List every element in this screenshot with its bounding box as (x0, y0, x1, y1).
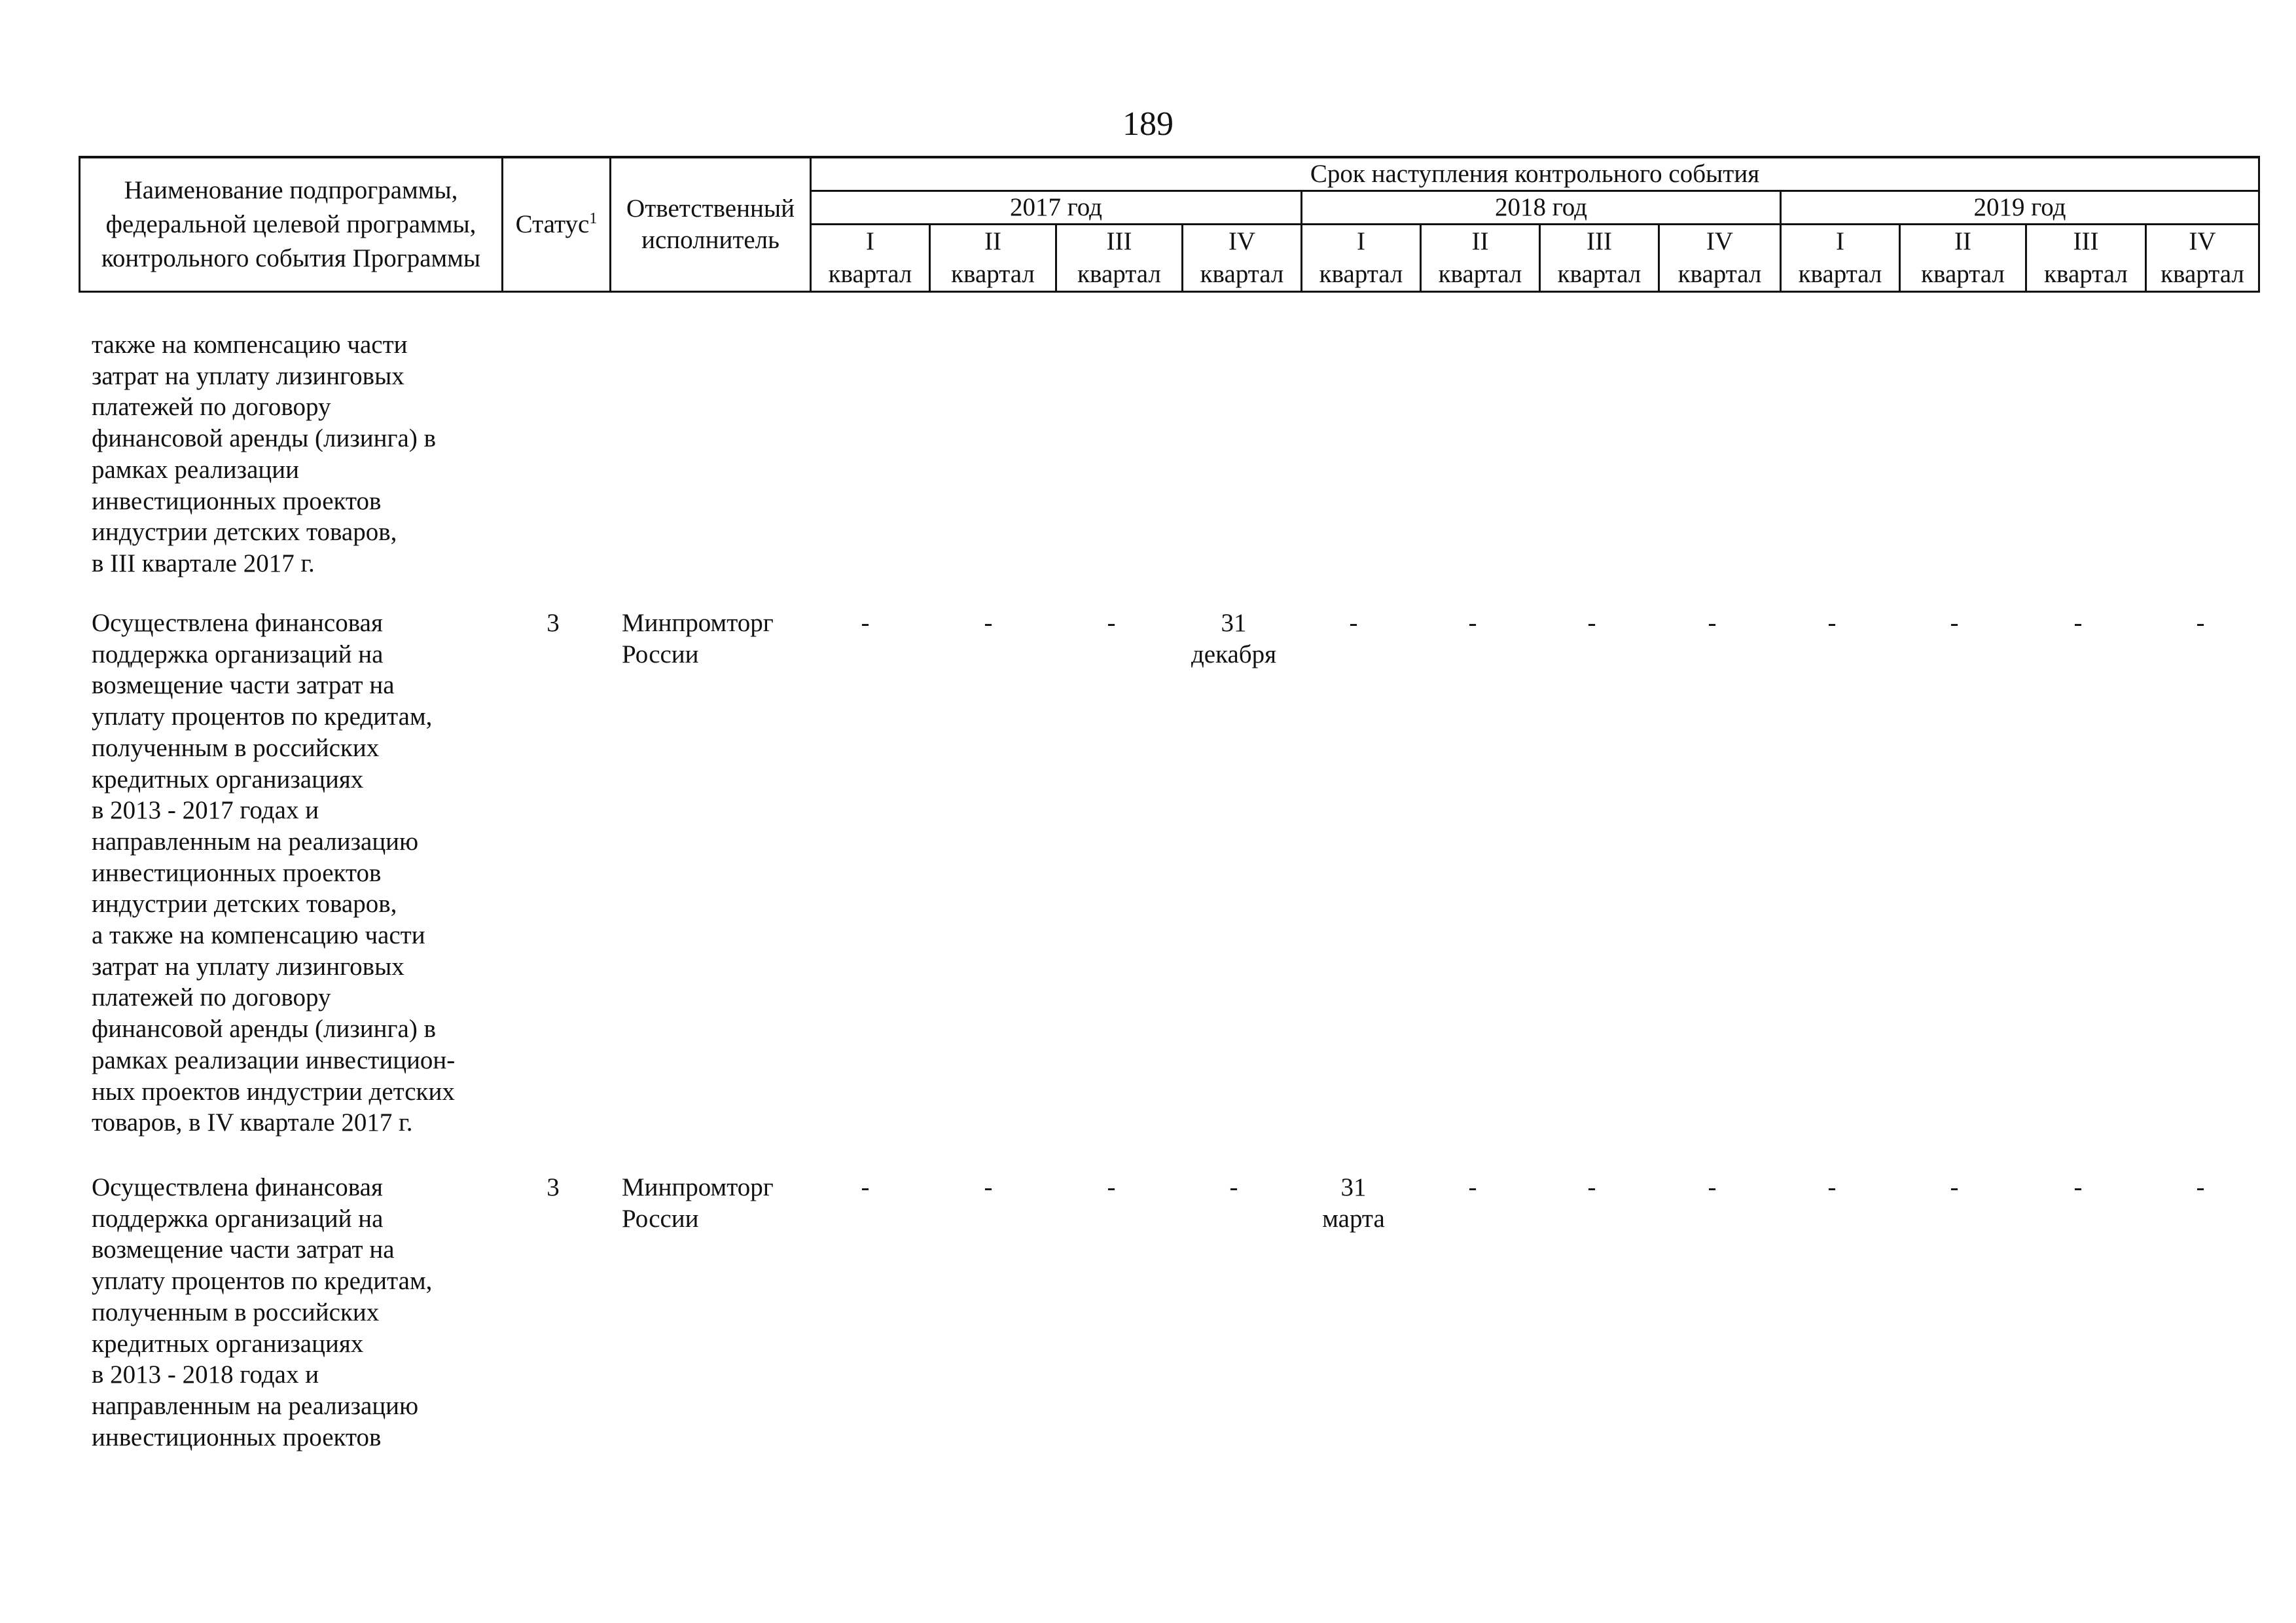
row-status: 3 (547, 609, 560, 637)
header-quarter-9 (1781, 225, 1900, 292)
header-quarter-2 (930, 225, 1056, 292)
status-footnote: 1 (589, 210, 598, 227)
row-quarter-value: - (1950, 609, 1959, 637)
row-quarter-value: - (984, 1173, 993, 1201)
row-quarter-value: - (861, 1173, 870, 1201)
header-deadline-title: Срок наступления контрольного события (811, 157, 2259, 191)
row-quarter-value: - (1708, 609, 1717, 637)
header-table (79, 156, 2260, 293)
row-name: также на компенсацию части затрат на уплату лизинговых платежей по договору финансовой аренды (лизинга) в рамках реализации инвестиционных проектов индустрии детских товаров, в III квартале 2017 г. (92, 331, 436, 577)
quarter-numeral: IV (1228, 227, 1256, 255)
header-quarter-3 (1056, 225, 1183, 292)
row-quarter-value: - (1229, 1173, 1238, 1201)
row-quarter-value: - (2196, 1173, 2205, 1201)
row-quarter-value: 31 марта (1322, 1173, 1385, 1233)
quarter-numeral: II (1954, 227, 1971, 255)
quarter-numeral: II (1471, 227, 1489, 255)
header-quarter-12 (2146, 225, 2259, 292)
row-quarter-value: - (1349, 609, 1358, 637)
header-name-line: федеральной целевой программы, (105, 210, 476, 238)
quarter-word: квартал (2161, 260, 2244, 288)
header-year-2019: 2019 год (1781, 191, 2259, 225)
row-quarter-value: - (861, 609, 870, 637)
quarter-numeral: IV (1706, 227, 1734, 255)
header-quarter-4 (1183, 225, 1302, 292)
row-quarter-value: - (1107, 1173, 1116, 1201)
quarter-word: квартал (1677, 260, 1762, 288)
quarter-word: квартал (1438, 260, 1522, 288)
quarter-numeral: I (1357, 227, 1365, 255)
row-quarter-value: - (1950, 1173, 1959, 1201)
header-quarter-7 (1540, 225, 1659, 292)
row-quarter-value: - (1107, 609, 1116, 637)
quarter-word: квартал (1200, 260, 1284, 288)
row-quarter-value: - (1827, 609, 1837, 637)
row-quarter-value: - (1708, 1173, 1717, 1201)
row-name: Осуществлена финансовая поддержка организаций на возмещение части затрат на уплату процентов по кредитам, полученным в российских кредитных организациях в 2013 - 2017 годах и направленным на реализацию инвестиционных проектов индустрии детских товаров, а также на компенсацию части затрат на уплату лизинговых платежей по договору финансовой аренды (лизинга) в рамках реализации инвестицион- ных проектов индустрии детских товаров, в IV квартале 2017 г. (92, 609, 456, 1137)
row-quarter-value: - (984, 609, 993, 637)
responsible-line: Ответственный (626, 194, 795, 223)
header-name-line: Наименование подпрограммы, (124, 176, 458, 204)
header-name-col (80, 157, 503, 292)
quarter-word: квартал (2044, 260, 2128, 288)
header-quarter-8 (1659, 225, 1781, 292)
header-year-2018: 2018 год (1302, 191, 1781, 225)
row-quarter-value: - (1587, 609, 1596, 637)
header-responsible-col (611, 157, 811, 292)
quarter-numeral: III (2073, 227, 2099, 255)
row-name: Осуществлена финансовая поддержка организаций на возмещение части затрат на уплату процентов по кредитам, полученным в российских кредитных организациях в 2013 - 2018 годах и направленным на реализацию инвестиционных проектов (92, 1173, 433, 1451)
header-quarter-1 (811, 225, 930, 292)
row-responsible: Минпромторг России (622, 609, 774, 668)
header-quarter-5 (1302, 225, 1421, 292)
quarter-numeral: III (1587, 227, 1612, 255)
quarter-numeral: IV (2189, 227, 2216, 255)
quarter-word: квартал (1319, 260, 1403, 288)
quarter-numeral: I (1836, 227, 1844, 255)
quarter-word: квартал (1798, 260, 1882, 288)
header-quarter-6 (1421, 225, 1540, 292)
header-name-line: контрольного события Программы (101, 244, 481, 272)
quarter-word: квартал (828, 260, 912, 288)
page-number: 189 (1122, 105, 1174, 143)
quarter-numeral: III (1106, 227, 1132, 255)
quarter-word: квартал (1077, 260, 1161, 288)
quarter-word: квартал (1557, 260, 1641, 288)
row-quarter-value: - (2073, 609, 2083, 637)
responsible-line: исполнитель (641, 226, 780, 254)
header-quarter-11 (2026, 225, 2146, 292)
row-quarter-value: - (1827, 1173, 1837, 1201)
status-label: Статус (515, 210, 590, 238)
quarter-word: квартал (1921, 260, 2005, 288)
row-quarter-value: - (2073, 1173, 2083, 1201)
header-year-2017: 2017 год (811, 191, 1302, 225)
header-quarter-10 (1900, 225, 2026, 292)
row-quarter-value: - (1468, 1173, 1477, 1201)
row-quarter-value: 31 декабря (1191, 609, 1277, 668)
row-quarter-value: - (2196, 609, 2205, 637)
row-quarter-value: - (1587, 1173, 1596, 1201)
quarter-numeral: II (984, 227, 1001, 255)
header-status-col (503, 157, 611, 292)
row-status: 3 (547, 1173, 560, 1201)
row-quarter-value: - (1468, 609, 1477, 637)
quarter-numeral: I (866, 227, 874, 255)
row-responsible: Минпромторг России (622, 1173, 774, 1233)
quarter-word: квартал (951, 260, 1035, 288)
